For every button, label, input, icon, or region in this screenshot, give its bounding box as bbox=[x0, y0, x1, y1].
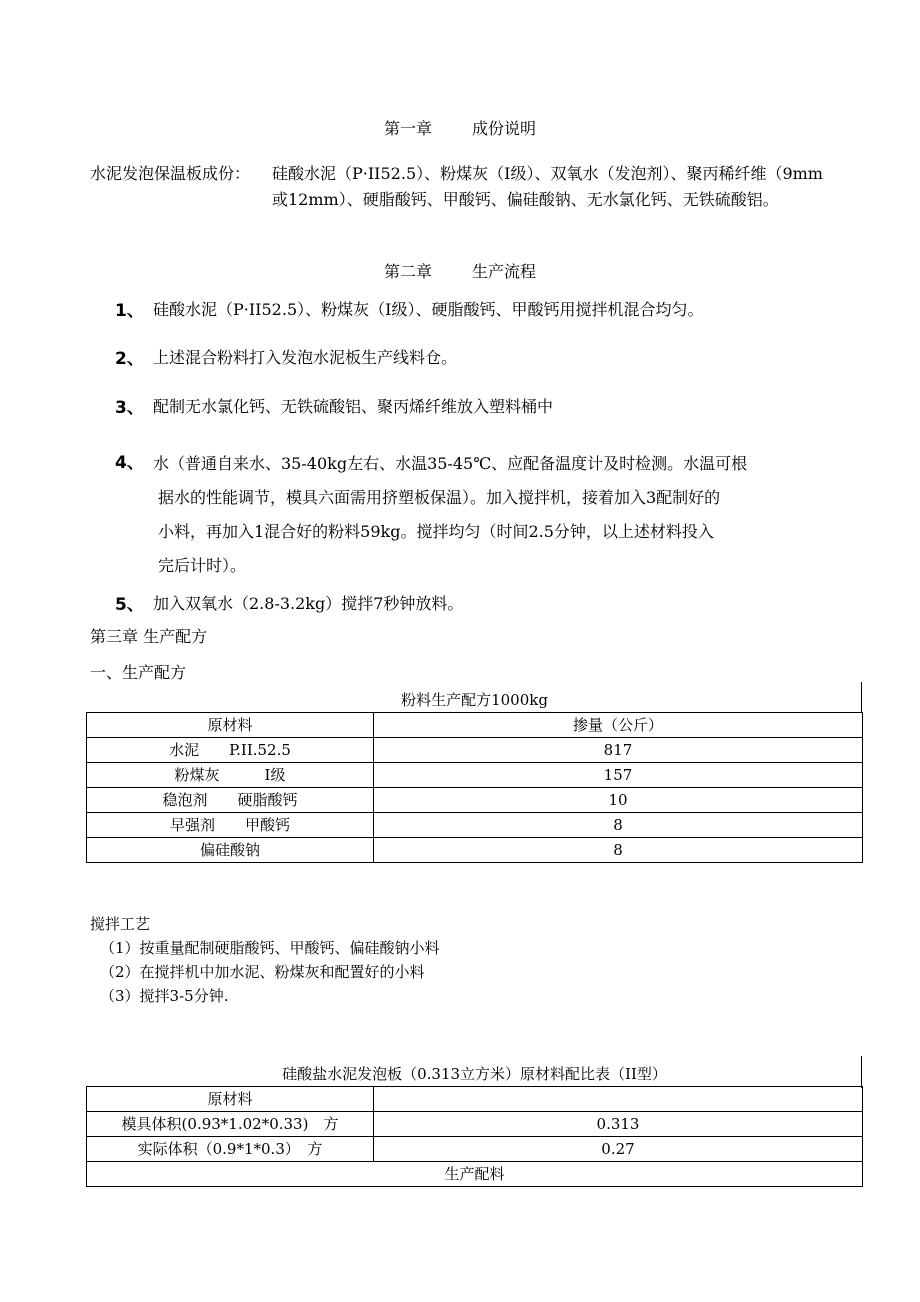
table-cell: 早强剂 甲酸钙 bbox=[87, 813, 374, 838]
step-text: 上述混合粉料打入发泡水泥板生产线料仓。 bbox=[153, 348, 458, 367]
chapter2-heading bbox=[0, 259, 920, 282]
table-header-cell-empty bbox=[374, 1087, 863, 1112]
composition-text: 硅酸水泥（P·II52.5）、粉煤灰（I级）、双氧水（发泡剂）、聚丙稀纤维（9mm或12mm）、硬脂酸钙、甲酸钙、偏硅酸钠、无水氯化钙、无铁硫酸铝。 bbox=[272, 164, 823, 209]
table-cell: 实际体积（0.9*1*0.3） 方 bbox=[87, 1137, 374, 1162]
table-row bbox=[87, 1162, 863, 1187]
table-row bbox=[87, 813, 863, 838]
table-caption: 粉料生产配方1000kg bbox=[87, 688, 863, 713]
chapter2-title: 第二章 bbox=[383, 262, 432, 281]
table-row bbox=[87, 838, 863, 863]
step-text: 配制无水氯化钙、无铁硫酸铝、聚丙烯纤维放入塑料桶中 bbox=[153, 397, 554, 416]
step-line: 小料，再加入1混合好的粉料59kg。搅拌均匀（时间2.5分钟，以上述材料投入 bbox=[158, 522, 714, 541]
table-row bbox=[87, 788, 863, 813]
table-cell: 0.313 bbox=[374, 1112, 863, 1137]
process-title: 搅拌工艺 bbox=[90, 915, 151, 933]
table-caption: 硅酸盐水泥发泡板（0.313立方米）原材料配比表（II型） bbox=[87, 1062, 863, 1087]
table-cell: 水泥 P.II.52.5 bbox=[87, 738, 374, 763]
table-row bbox=[87, 763, 863, 788]
table-cell: 模具体积(0.93*1.02*0.33) 方 bbox=[87, 1112, 374, 1137]
step-number: 1、 bbox=[115, 301, 144, 321]
step-number: 3、 bbox=[115, 398, 144, 418]
powder-formula-table bbox=[86, 688, 863, 863]
composition-label: 水泥发泡保温板成份： bbox=[90, 164, 251, 183]
process-item: （3）搅拌3-5分钟. bbox=[100, 987, 229, 1005]
table-row bbox=[87, 738, 863, 763]
table-header-cell: 原材料 bbox=[87, 713, 374, 738]
step-number: 4、 bbox=[115, 453, 144, 473]
table-cell: 10 bbox=[374, 788, 863, 813]
table-row bbox=[87, 1112, 863, 1137]
table-header-cell: 掺量（公斤） bbox=[374, 713, 863, 738]
table-cell: 0.27 bbox=[374, 1137, 863, 1162]
table-cell: 8 bbox=[374, 838, 863, 863]
process-item: （2）在搅拌机中加水泥、粉煤灰和配置好的小料 bbox=[100, 963, 425, 981]
table-header-row bbox=[87, 713, 863, 738]
step-number: 2、 bbox=[115, 349, 144, 369]
step-line: 据水的性能调节，模具六面需用挤塑板保温）。加入搅拌机，接着加入3配制好的 bbox=[158, 488, 721, 507]
step-line: 水（普通自来水、35-40kg左右、水温35-45℃、应配备温度计及时检测。水温可根 bbox=[153, 454, 748, 473]
chapter1-title: 第一章 bbox=[383, 119, 432, 138]
chapter3-title: 第三章 生产配方 bbox=[90, 627, 208, 646]
table-cell: 偏硅酸钠 bbox=[87, 838, 374, 863]
table-header-cell: 原材料 bbox=[87, 1087, 374, 1112]
table-cell: 817 bbox=[374, 738, 863, 763]
table-cell: 157 bbox=[374, 763, 863, 788]
table-cell: 粉煤灰 I级 bbox=[87, 763, 374, 788]
chapter1-subtitle: 成份说明 bbox=[472, 119, 537, 138]
table-header-row bbox=[87, 1087, 863, 1112]
table-cell: 8 bbox=[374, 813, 863, 838]
chapter1-heading bbox=[0, 116, 920, 139]
step-number: 5、 bbox=[115, 595, 144, 615]
ratio-table bbox=[86, 1062, 863, 1187]
step-line: 完后计时）。 bbox=[158, 556, 247, 575]
section1-title: 一、生产配方 bbox=[90, 663, 187, 682]
chapter2-subtitle: 生产流程 bbox=[472, 262, 537, 281]
table-footer-cell: 生产配料 bbox=[87, 1162, 863, 1187]
table-row bbox=[87, 1137, 863, 1162]
step-text-multiline bbox=[153, 447, 843, 583]
step-text: 硅酸水泥（P·II52.5）、粉煤灰（I级）、硬脂酸钙、甲酸钙用搅拌机混合均匀。 bbox=[153, 300, 704, 319]
process-item: （1）按重量配制硬脂酸钙、甲酸钙、偏硅酸钠小料 bbox=[100, 939, 440, 957]
table-cell: 稳泡剂 硬脂酸钙 bbox=[87, 788, 374, 813]
step-text: 加入双氧水（2.8-3.2kg）搅拌7秒钟放料。 bbox=[153, 594, 464, 613]
